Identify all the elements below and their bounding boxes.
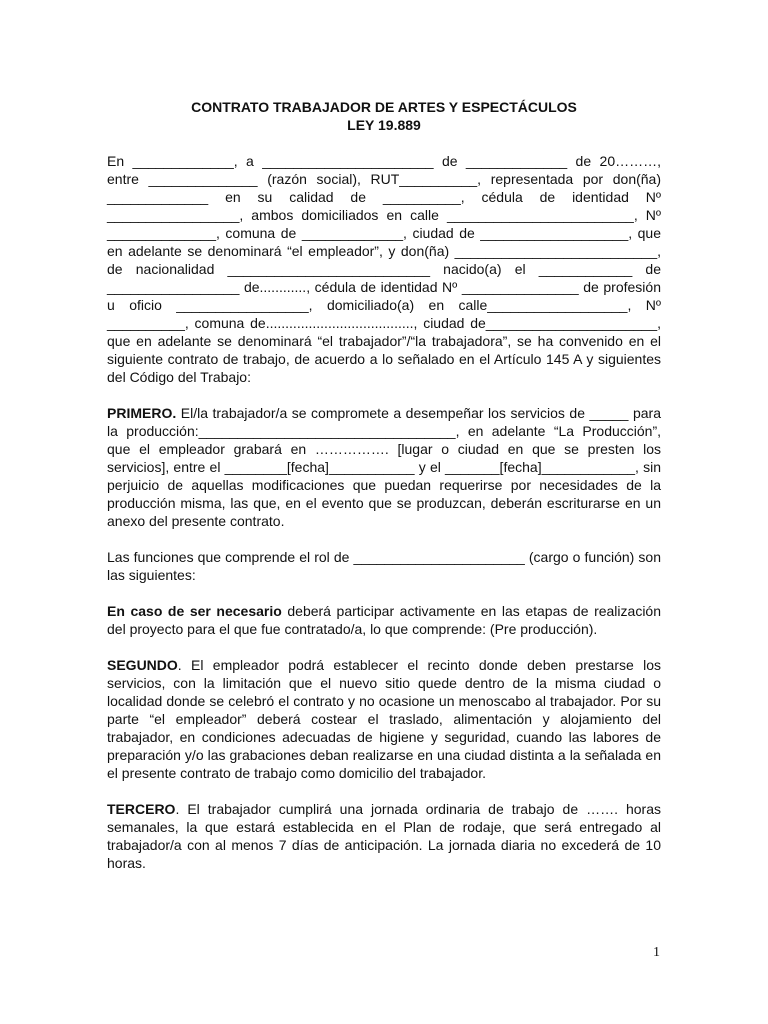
paragraph-text: Las funciones que comprende el rol de ______________________ (cargo o función) son las siguientes:	[107, 549, 661, 583]
paragraph-text: deberá participar activamente en las etapas de realización del proyecto para el que fue contratado/a, lo que comprende: (Pre producción).	[107, 603, 661, 637]
paragraph-text: . El empleador podrá establecer el recinto donde deben prestarse los servicios, con la limitación que el nuevo sitio quede dentro de la misma ciudad o localidad donde se celebró el contrato y no ocasione un menoscabo al trabajador. Por su parte “el empleador” deberá costear el traslado, alimentación y alojamiento del trabajador, en condiciones adecuadas de higiene y seguridad, cuando las labores de preparación y/o las grabaciones deban realizarse en una ciudad distinta a la señalada en el presente contrato de trabajo como domicilio del trabajador.	[107, 657, 661, 781]
paragraph-text: En _____________, a ______________________ de _____________ de 20………, entre ______________ (razón social), RUT__________, representada por don(ña) _____________ en su calidad de __________, cédula de identidad Nº _________________, ambos domiciliados en calle ________________________, Nº ______________, comuna de _____________, ciudad de ___________________, que en adelante se denominará “el empleador”, y don(ña) __________________________, de nacionalidad __________________________ nacido(a) el ____________ de _________________ de............, cédula de identidad Nº _______________ de profesión u oficio _________________, domiciliado(a) en calle__________________, Nº __________, comuna de......................................, ciudad de______________________, que en adelante se denominará “el trabajador”/“la trabajadora”, se ha convenido en el siguiente contrato de trabajo, de acuerdo a lo señalado en el Artículo 145 A y siguientes del Código del Trabajo:	[107, 153, 661, 385]
paragraph-tercero	[107, 800, 661, 872]
page-number: 1	[653, 945, 660, 960]
clause-label: TERCERO	[107, 801, 176, 817]
document-body	[107, 152, 661, 890]
paragraph-intro	[107, 152, 661, 386]
clause-label: PRIMERO.	[107, 405, 177, 421]
document-subtitle-law: LEY 19.889	[347, 117, 421, 133]
paragraph-text: El/la trabajador/a se compromete a desempeñar los servicios de _____ para la producción:_________________________________, en adelante “La Producción”, que el empleador grabará en ……………. [lugar o ciudad en que se presten los servicios], entre el ________[fecha]___________ y el _______[fecha]____________, sin perjuicio de aquellas modificaciones que puedan requerirse por necesidades de la producción misma, las que, en el evento que se produzcan, deberán escriturarse en un anexo del presente contrato.	[107, 405, 661, 529]
paragraph-text: . El trabajador cumplirá una jornada ordinaria de trabajo de ……. horas semanales, la que estará establecida en el Plan de rodaje, que será entregado al trabajador/a con al menos 7 días de anticipación. La jornada diaria no excederá de 10 horas.	[107, 801, 661, 871]
clause-label: SEGUNDO	[107, 657, 178, 673]
paragraph-segundo	[107, 656, 661, 782]
clause-label: En caso de ser necesario	[107, 603, 282, 619]
paragraph-primero	[107, 404, 661, 530]
document-title: CONTRATO TRABAJADOR DE ARTES Y ESPECTÁCULOS	[191, 99, 577, 115]
paragraph-funciones	[107, 548, 661, 584]
paragraph-en-caso	[107, 602, 661, 638]
